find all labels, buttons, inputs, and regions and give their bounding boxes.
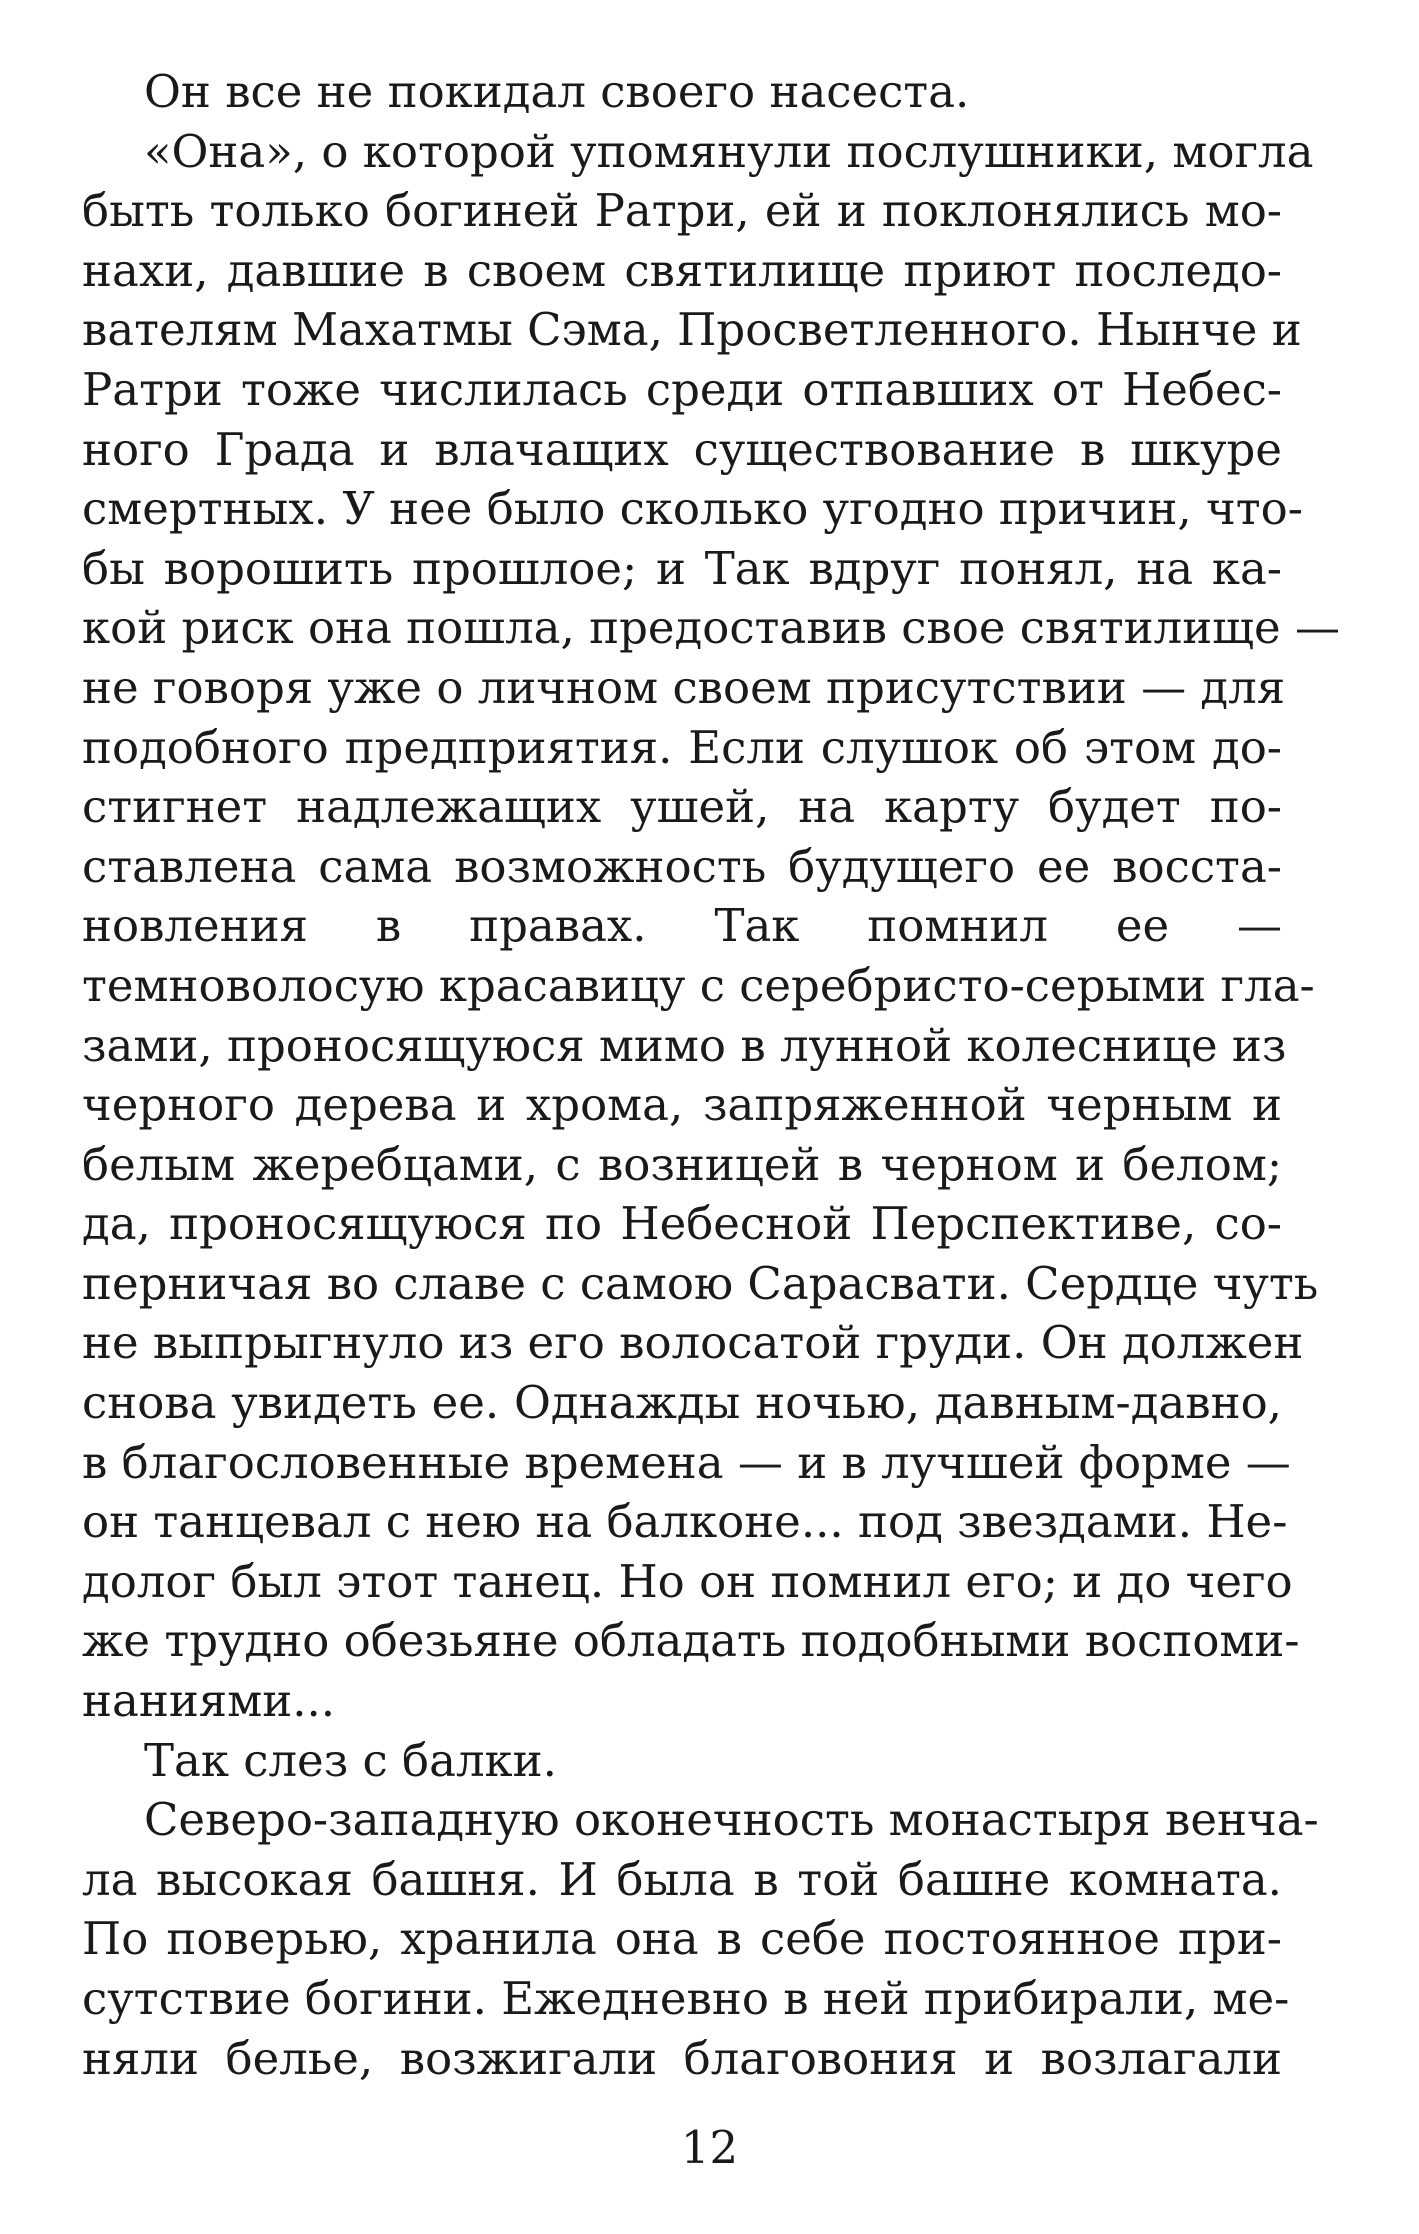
text-line: перничая во славе с самою Сарасвати. Сердце чуть xyxy=(82,1256,1319,1310)
text-line: снова увидеть ее. Однажды ночью, давным-давно, xyxy=(82,1376,1282,1430)
text-line: он танцевал с нею на балконе... под звездами. Не- xyxy=(82,1495,1288,1549)
text-line: «Она», о которой упомянули послушники, могла xyxy=(144,124,1314,178)
text-line: сутствие богини. Ежедневно в ней прибирали, ме- xyxy=(82,1972,1290,2025)
text-line: вателям Махатмы Сэма, Просветленного. Нынче и xyxy=(82,303,1302,357)
text-line: кой риск она пошла, предоставив свое святилище — xyxy=(82,601,1340,655)
text-line: не выпрыгнуло из его волосатой груди. Он должен xyxy=(82,1316,1304,1370)
text-line: темноволосую красавицу с серебристо-серыми гла- xyxy=(82,958,1315,1012)
text-line: Северо-западную оконечность монастыря венча- xyxy=(144,1793,1319,1847)
text-line: черного дерева и хрома, запряженной черным и xyxy=(82,1078,1282,1132)
text-line: быть только богиней Ратри, ей и поклонялись мо- xyxy=(82,184,1282,238)
text-line: Ратри тоже числилась среди отпавших от Небес- xyxy=(82,362,1282,416)
text-line: зами, проносящуюся мимо в лунной колеснице из xyxy=(82,1018,1287,1072)
page-number: 12 xyxy=(680,2121,739,2174)
text-line: нахи, давшие в своем святилище приют последо- xyxy=(82,243,1282,297)
text-line: Так слез с балки. xyxy=(144,1733,557,1787)
text-line: не говоря уже о личном своем присутствии — для xyxy=(82,660,1286,714)
text-line: ставлена сама возможность будущего ее восста- xyxy=(82,839,1282,893)
text-line: долог был этот танец. Но он помнил его; и до чего xyxy=(82,1554,1293,1608)
text-line: Он все не покидал своего насеста. xyxy=(144,65,970,118)
text-line: По поверью, хранила она в себе постоянное при- xyxy=(82,1912,1282,1966)
body-text xyxy=(82,62,1340,2088)
text-line: белым жеребцами, с возницей в черном и белом; xyxy=(82,1137,1282,1191)
text-line: новления в правах. Так помнил ее — xyxy=(82,899,1282,953)
text-line: няли белье, возжигали благовония и возлагали xyxy=(82,2031,1282,2085)
text-line: стигнет надлежащих ушей, на карту будет по- xyxy=(82,780,1282,834)
text-line: же трудно обезьяне обладать подобными воспоми- xyxy=(82,1614,1300,1668)
text-line: бы ворошить прошлое; и Так вдруг понял, на ка- xyxy=(82,541,1282,595)
text-line: в благословенные времена — и в лучшей форме — xyxy=(82,1435,1291,1489)
text-line: ла высокая башня. И была в той башне комната. xyxy=(82,1852,1282,1906)
text-line: наниями... xyxy=(82,1674,336,1728)
text-line: ного Града и влачащих существование в шкуре xyxy=(82,422,1282,476)
text-line: подобного предприятия. Если слушок об этом до- xyxy=(82,720,1282,774)
text-line: да, проносящуюся по Небесной Перспективе, со- xyxy=(82,1197,1282,1251)
text-line: смертных. У нее было сколько угодно причин, что- xyxy=(82,482,1303,536)
